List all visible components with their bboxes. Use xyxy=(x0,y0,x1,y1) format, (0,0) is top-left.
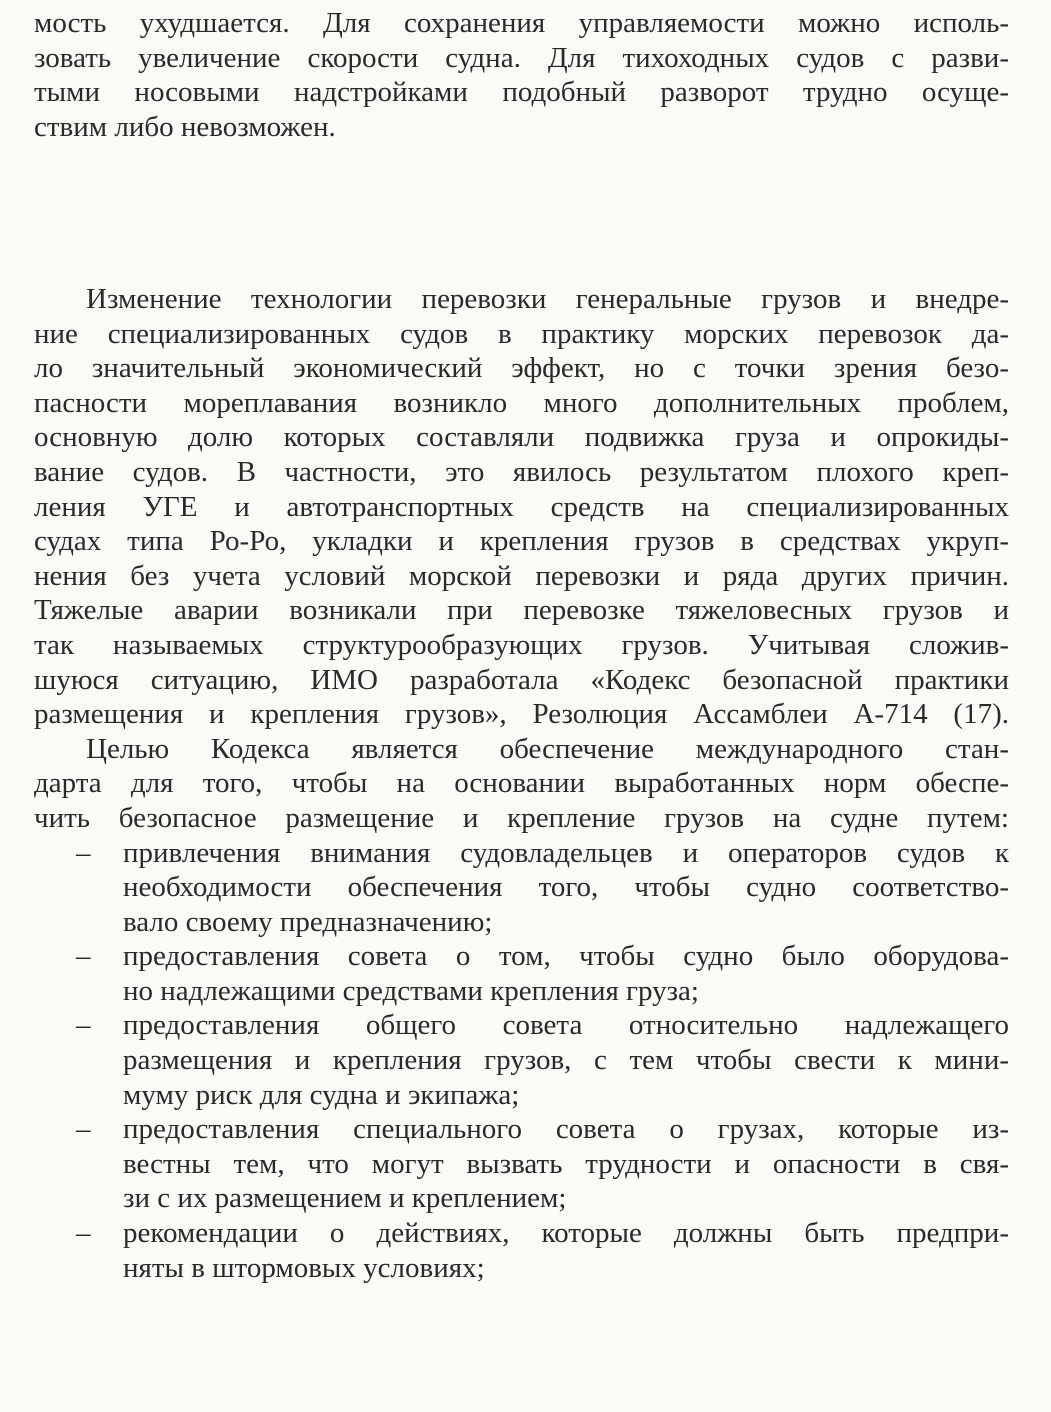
dash-marker: – xyxy=(76,940,91,973)
text-line: необходимости обеспечения того, чтобы судно соответство- xyxy=(123,871,1009,904)
text-line: размещения и крепления грузов», Резолюция Ассамблеи А-714 (17). xyxy=(34,698,1009,731)
paragraph-code-purpose xyxy=(34,732,1009,836)
bullet-list xyxy=(34,836,1009,1286)
text-line: шуюся ситуацию, ИМО разработала «Кодекс безопасной практики xyxy=(34,663,1009,696)
text-line: Целью Кодекса является обеспечение международного стан- xyxy=(86,732,1009,765)
text-line: – предоставления общего совета относительно надлежащего xyxy=(76,1009,1009,1042)
text-line: тыми носовыми надстройками подобный разворот трудно осуще- xyxy=(34,76,1009,109)
text-line: Тяжелые аварии возникали при перевозке тяжеловесных грузов и xyxy=(34,594,1009,627)
text-line: размещения и крепления грузов, с тем чтобы свести к мини- xyxy=(123,1044,1009,1077)
text-line: зи с их размещением и креплением; xyxy=(123,1182,567,1215)
text-line: основную долю которых составляли подвижка груза и опрокиды- xyxy=(34,421,1009,454)
text-line: – привлечения внимания судовладельцев и операторов судов к xyxy=(76,836,1009,869)
text-line: зовать увеличение скорости судна. Для тихоходных судов с разви- xyxy=(34,41,1009,74)
dash-marker: – xyxy=(76,1113,91,1146)
text-line: но надлежащими средствами крепления груза; xyxy=(123,974,699,1007)
list-item xyxy=(34,939,1009,1008)
text-line: – предоставления специального совета о грузах, которые из- xyxy=(76,1113,1009,1146)
text-line: ние специализированных судов в практику морских перевозок да- xyxy=(34,317,1009,350)
dash-marker: – xyxy=(76,1009,91,1042)
text-line: няты в штормовых условиях; xyxy=(123,1251,485,1284)
dash-marker: – xyxy=(76,1217,91,1250)
text-line: дарта для того, чтобы на основании выработанных норм обеспе- xyxy=(34,767,1009,800)
text-line: – рекомендации о действиях, которые должны быть предпри- xyxy=(76,1217,1009,1250)
text-line: судах типа Ро-Ро, укладки и крепления грузов в средствах укруп- xyxy=(34,525,1009,558)
list-item xyxy=(34,1112,1009,1216)
text-line: мость ухудшается. Для сохранения управляемости можно исполь- xyxy=(34,7,1009,39)
text-line: ления УГЕ и автотранспортных средств на специализированных xyxy=(34,490,1009,523)
text-line: ло значительный экономический эффект, но с точки зрения безо- xyxy=(34,352,1009,385)
text-line: нения без учета условий морской перевозки и ряда других причин. xyxy=(34,559,1009,592)
text-line: чить безопасное размещение и крепление грузов на судне путем: xyxy=(34,801,1009,834)
dash-marker: – xyxy=(76,836,91,869)
list-item xyxy=(34,836,1009,940)
main-text xyxy=(34,282,1009,1285)
text-line: муму риск для судна и экипажа; xyxy=(123,1078,520,1111)
text-line: пасности мореплавания возникло много дополнительных проблем, xyxy=(34,386,1009,419)
text-line: – предоставления совета о том, чтобы судно было оборудова- xyxy=(76,940,1009,973)
text-line: Изменение технологии перевозки генеральные грузов и внедре- xyxy=(86,283,1009,315)
text-line: так называемых структурообразующих грузов. Учитывая сложив- xyxy=(34,628,1009,661)
text-line: вало своему предназначению; xyxy=(123,905,493,938)
paragraph-technology xyxy=(34,282,1009,732)
text-line: вестны тем, что могут вызвать трудности и опасности в свя- xyxy=(123,1147,1009,1180)
text-line: ствим либо невозможен. xyxy=(34,110,336,143)
list-item xyxy=(34,1216,1009,1285)
list-item xyxy=(34,1008,1009,1112)
intro-paragraph xyxy=(34,6,1009,144)
text-line: вание судов. В частности, это явилось результатом плохого креп- xyxy=(34,455,1009,488)
